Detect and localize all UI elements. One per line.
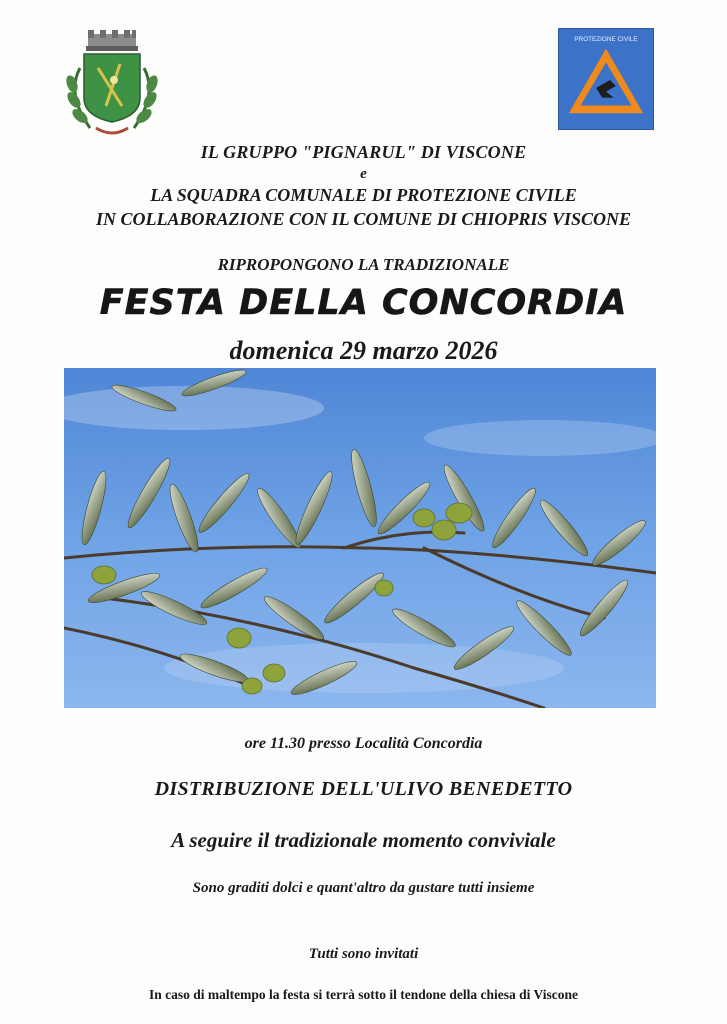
olive-branch-photo [64, 368, 656, 708]
coat-of-arms-icon [60, 28, 164, 140]
convivial-text: A seguire il tradizionale momento conviviale [171, 828, 556, 852]
heading-conjunction: e [360, 166, 367, 182]
heading-line-1: IL GRUPPO "PIGNARUL" DI VISCONE [200, 142, 527, 162]
civil-protection-text: PROTEZIONE CIVILE [574, 35, 638, 43]
event-title: FESTA DELLA CONCORDIA [99, 283, 628, 323]
time-place-text: ore 11.30 presso Località Concordia [244, 735, 483, 752]
heading-line-4: RIPROPONGONO LA TRADIZIONALE [217, 255, 510, 274]
weather-note: In caso di maltempo la festa si terrà sotto il tendone della chiesa di Viscone [149, 987, 578, 1002]
invited-text: Tutti sono invitati [308, 946, 419, 962]
welcome-text: Sono graditi dolci e quant'altro da gustare tutti insieme [192, 880, 535, 896]
civil-protection-icon [558, 28, 654, 130]
heading-line-3: IN COLLABORAZIONE CON IL COMUNE DI CHIOPRIS VISCONE [96, 209, 631, 229]
distribution-text: DISTRIBUZIONE DELL'ULIVO BENEDETTO [154, 778, 573, 800]
event-date: domenica 29 marzo 2026 [229, 336, 498, 365]
heading-line-2: LA SQUADRA COMUNALE DI PROTEZIONE CIVILE [150, 185, 577, 205]
